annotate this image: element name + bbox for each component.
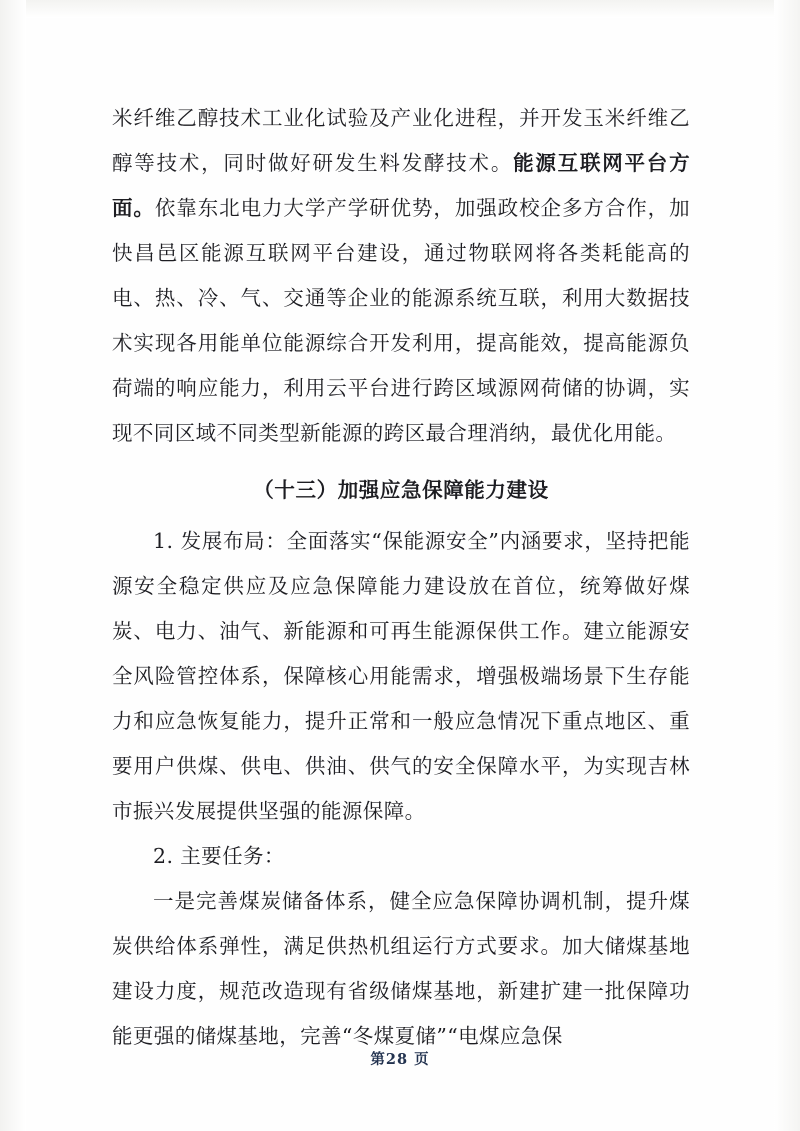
page-edge-shade-right: [774, 0, 800, 1131]
text-run-plain-1: 米纤维乙醇技术工业化试验及产业化进程，并开发玉米纤维乙醇等技术，同时做好研发生料发酵技术。: [112, 106, 690, 175]
page-number-prefix: 第28 页: [370, 1051, 430, 1068]
page-footer: [0, 1048, 800, 1069]
paragraph-continued: [112, 96, 690, 456]
page-content: [112, 96, 690, 1059]
text-run-bold-heading-inline: 能源互联网平台方面。: [112, 151, 690, 220]
section-heading: （十三）加强应急保障能力建设: [253, 478, 549, 502]
page-edge-shade-top: [0, 0, 800, 18]
paragraph-task-one: 一是完善煤炭储备体系，健全应急保障协调机制，提升煤炭供给体系弹性，满足供热机组运行方式要求。加大储煤基地建设力度，规范改造现有省级储煤基地，新建扩建一批保障功能更强的储煤基地，完善“冬煤夏储”“电煤应急保: [112, 889, 690, 1048]
text-run-plain-2: 依靠东北电力大学产学研优势，加强政校企多方合作，加快昌邑区能源互联网平台建设，通过物联网将各类耗能高的电、热、冷、气、交通等企业的能源系统互联，利用大数据技术实现各用能单位能源综合开发利用，提高能效，提高能源负荷端的响应能力，利用云平台进行跨区域源网荷储的协调，实现不同区域不同类型新能源的跨区最合理消纳，最优化用能。: [112, 196, 690, 445]
page-edge-shade-left: [0, 0, 26, 1131]
paragraph-main-tasks-title: 2. 主要任务：: [153, 844, 285, 868]
paragraph-development-layout: 1. 发展布局：全面落实“保能源安全”内涵要求，坚持把能源安全稳定供应及应急保障能力建设放在首位，统筹做好煤炭、电力、油气、新能源和可再生能源保供工作。建立能源安全风险管控体系，保障核心用能需求，增强极端场景下生存能力和应急恢复能力，提升正常和一般应急情况下重点地区、重要用户供煤、供电、供油、供气的安全保障水平，为实现吉林市振兴发展提供坚强的能源保障。: [112, 529, 690, 823]
